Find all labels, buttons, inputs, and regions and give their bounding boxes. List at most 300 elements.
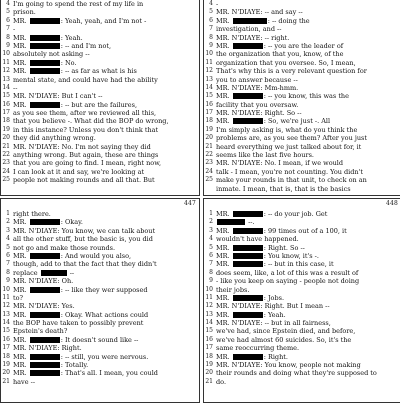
transcript-text: MR.	[13, 16, 29, 25]
transcript-text: : So, we're just -. All	[263, 117, 331, 126]
transcript-line	[204, 67, 400, 75]
transcript-text: --	[67, 268, 75, 277]
transcript-line	[204, 159, 400, 167]
transcript-text: absolutely not asking --	[13, 50, 90, 59]
line-number: 20	[205, 369, 213, 377]
transcript-line	[1, 369, 199, 377]
line-number: 21	[2, 142, 10, 150]
transcript-text: MR.	[13, 310, 29, 319]
transcript-text: MR.	[216, 243, 232, 252]
line-number: 4	[6, 0, 10, 7]
transcript-text: : Yeah.	[60, 33, 83, 42]
line-number: 20	[2, 134, 10, 142]
transcript-line	[204, 50, 400, 58]
transcript-text: MR.	[216, 352, 232, 361]
transcript-text: : No.	[60, 58, 77, 67]
line-number: 12	[205, 67, 213, 75]
transcript-text: right there.	[13, 210, 51, 218]
line-number: 19	[2, 125, 10, 133]
transcript-line	[204, 260, 400, 268]
line-number: 8	[209, 33, 213, 41]
transcript-line	[1, 134, 199, 142]
line-number: 17	[2, 109, 10, 117]
page-number: 447	[183, 200, 196, 207]
line-number: 12	[2, 67, 10, 75]
transcript-text: MR. N'DIAYE: No. I'm not saying they did	[13, 142, 151, 151]
line-number: 20	[2, 369, 10, 377]
line-number: 15	[2, 327, 10, 335]
line-number: 16	[205, 335, 213, 343]
transcript-text: their rounds and doing what they're supposed to	[216, 369, 377, 378]
redaction-bar	[30, 312, 60, 318]
transcript-line	[204, 17, 400, 25]
transcript-text: wouldn't have happened.	[216, 235, 299, 244]
transcript-line	[1, 353, 199, 361]
line-number: 9	[209, 41, 213, 49]
transcript-text: : And would you also,	[60, 251, 132, 260]
transcript-text: : -- like they wer supposed	[60, 285, 148, 294]
transcript-text: we've had almost 60 suicides. So, it's the	[216, 335, 352, 344]
redaction-bar	[233, 295, 263, 301]
transcript-line	[1, 109, 199, 117]
transcript-text: : That's all. I mean, you could	[60, 369, 158, 378]
redaction-bar	[30, 337, 60, 343]
transcript-quadrant-top-left	[0, 0, 200, 196]
transcript-text: anything wrong. But again, these are things	[13, 151, 159, 160]
transcript-text: : It doesn't sound like --	[60, 335, 139, 344]
line-number: 18	[2, 117, 10, 125]
transcript-line	[1, 244, 199, 252]
transcript-line	[1, 260, 199, 268]
transcript-text: MR.	[13, 100, 29, 109]
redaction-bar	[233, 93, 263, 99]
redaction-bar	[233, 228, 263, 234]
transcript-text: : You know, it's -.	[263, 251, 319, 260]
line-number: 13	[2, 310, 10, 318]
transcript-line	[1, 42, 199, 50]
transcript-text: MR. N'DIAYE: Right. But I mean --	[216, 302, 330, 311]
line-number: 11	[205, 293, 213, 301]
transcript-text: : Okay. What actions could	[60, 310, 149, 319]
line-number: 12	[2, 302, 10, 310]
transcript-text: : Right. So --	[263, 243, 305, 252]
line-number: 6	[6, 16, 10, 24]
redaction-bar	[30, 102, 60, 108]
line-number: 10	[205, 50, 213, 58]
line-number: 11	[2, 58, 10, 66]
transcript-text: not go and make those rounds.	[13, 243, 116, 252]
transcript-line	[1, 227, 199, 235]
transcript-text: : -- as far as what is his	[60, 67, 137, 76]
transcript-text: MR.	[13, 361, 29, 370]
transcript-line	[204, 185, 400, 193]
transcript-text: MR. N'DIAYE: You know, we can talk about	[13, 226, 156, 235]
line-number: 21	[2, 377, 10, 385]
line-number: 22	[2, 151, 10, 159]
transcript-text: MR.	[13, 33, 29, 42]
transcript-line	[204, 319, 400, 327]
line-number: 7	[6, 25, 10, 33]
transcript-text: : -- and I'm not,	[60, 41, 112, 50]
line-number: 4	[209, 235, 213, 243]
transcript-text: : -- still, you were nervous.	[60, 352, 149, 361]
transcript-line	[1, 34, 199, 42]
line-number: 4	[6, 235, 10, 243]
transcript-text: MR.	[13, 251, 29, 260]
line-number: 21	[205, 377, 213, 385]
transcript-line	[1, 50, 199, 58]
transcript-text: : -- do your job. Get	[263, 210, 328, 218]
transcript-line	[204, 92, 400, 100]
transcript-line	[204, 143, 400, 151]
transcript-text: problems are, as you see them? After you just	[216, 134, 367, 143]
transcript-text: the organization that you, know, of the	[216, 50, 344, 59]
transcript-text: -	[13, 25, 16, 34]
transcript-lines	[1, 210, 199, 386]
transcript-text: : Okay.	[60, 218, 83, 227]
transcript-line	[1, 8, 199, 16]
line-number: 9	[6, 41, 10, 49]
redaction-bar	[233, 245, 263, 251]
page-number: 448	[385, 200, 398, 207]
transcript-text: MR.	[216, 310, 232, 319]
line-number: 5	[209, 8, 213, 16]
transcript-line	[1, 17, 199, 25]
line-number: 17	[2, 344, 10, 352]
transcript-text: MR.	[13, 369, 29, 378]
transcript-line	[1, 84, 199, 92]
transcript-line	[1, 159, 199, 167]
transcript-text: MR.	[13, 41, 29, 50]
transcript-lines	[204, 0, 400, 193]
line-number: 15	[205, 92, 213, 100]
transcript-text: facility that you oversaw.	[216, 100, 299, 109]
transcript-text: prison.	[13, 8, 36, 17]
transcript-line	[204, 286, 400, 294]
transcript-text: : Yeah.	[263, 310, 286, 319]
transcript-text: to?	[13, 293, 24, 302]
line-number: 10	[2, 285, 10, 293]
redaction-bar	[30, 370, 60, 376]
line-number: 3	[209, 226, 213, 234]
transcript-text: as you see them, after we reviewed all this,	[13, 109, 157, 118]
transcript-line	[204, 302, 400, 310]
line-number: 12	[205, 302, 213, 310]
line-number: 13	[205, 75, 213, 83]
transcript-text: MR.	[216, 251, 232, 260]
redaction-bar	[233, 253, 263, 259]
line-number: 15	[2, 92, 10, 100]
transcript-line	[204, 353, 400, 361]
redaction-bar	[41, 270, 67, 276]
transcript-text: organization that you oversee. So, I mean,	[216, 58, 356, 67]
line-number: 5	[6, 8, 10, 16]
line-number: 23	[2, 159, 10, 167]
transcript-text: I'm simply asking is, what do you think the	[216, 125, 358, 134]
transcript-line	[1, 25, 199, 33]
line-number: 17	[205, 344, 213, 352]
transcript-text: that you are going to find. I mean, right now,	[13, 159, 162, 168]
transcript-line	[204, 235, 400, 243]
line-number: 2	[6, 218, 10, 226]
transcript-text: : Jobs.	[263, 293, 285, 302]
line-number: 18	[205, 117, 213, 125]
transcript-text: MR.	[216, 16, 232, 25]
transcript-line	[1, 235, 199, 243]
line-number: 10	[205, 285, 213, 293]
transcript-text: MR. N'DIAYE: -- but in all fairness,	[216, 319, 331, 328]
transcript-line	[204, 218, 400, 226]
transcript-line	[204, 210, 400, 218]
transcript-line	[204, 344, 400, 352]
transcript-text: I'm going to spend the rest of my life in	[13, 0, 144, 8]
transcript-text: MR.	[13, 218, 29, 227]
transcript-lines	[204, 210, 400, 386]
transcript-line	[204, 176, 400, 184]
transcript-line	[204, 336, 400, 344]
line-number: 14	[205, 83, 213, 91]
transcript-line	[204, 151, 400, 159]
transcript-text: mental state, and could have had the ability	[13, 75, 158, 84]
transcript-text: inmate. I mean, that is, that is the basics	[216, 184, 351, 193]
transcript-text: MR.	[13, 352, 29, 361]
transcript-line	[1, 218, 199, 226]
line-number: 4	[209, 0, 213, 7]
transcript-text: MR. N'DIAYE: Right.	[13, 344, 82, 353]
transcript-text: MR.	[216, 117, 232, 126]
transcript-line	[1, 92, 199, 100]
redaction-bar	[30, 18, 60, 24]
transcript-line	[1, 286, 199, 294]
transcript-line	[204, 42, 400, 50]
line-number: 21	[205, 142, 213, 150]
line-number: 23	[205, 159, 213, 167]
transcript-line	[1, 294, 199, 302]
transcript-line	[204, 126, 400, 134]
line-number: 24	[2, 167, 10, 175]
transcript-text: -	[216, 0, 219, 8]
transcript-line	[204, 109, 400, 117]
transcript-text: talk - I mean, you're not counting. You didn't	[216, 167, 364, 176]
transcript-text: : -- but in this case, it	[263, 260, 334, 269]
transcript-text: replace	[13, 268, 40, 277]
transcript-text: make your rounds in that unit, to check on an	[216, 176, 367, 185]
line-number: 24	[205, 167, 213, 175]
transcript-text: : -- doing the	[267, 16, 310, 25]
transcript-quadrant-bottom-left	[0, 198, 200, 403]
line-number: 13	[205, 310, 213, 318]
line-number: 18	[205, 352, 213, 360]
line-number: 25	[2, 176, 10, 184]
transcript-line	[1, 302, 199, 310]
redaction-bar	[233, 261, 263, 267]
line-number: 20	[205, 134, 213, 142]
line-number: 6	[6, 251, 10, 259]
redaction-bar	[30, 68, 60, 74]
transcript-text: in this instance? Unless you don't think that	[13, 125, 159, 134]
transcript-line	[204, 244, 400, 252]
transcript-text: Epstein's death?	[13, 327, 68, 336]
transcript-text: MR. N'DIAYE: Yes.	[13, 302, 75, 311]
line-number: 10	[2, 50, 10, 58]
line-number: 5	[6, 243, 10, 251]
transcript-text: they did anything wrong.	[13, 134, 96, 143]
line-number: 5	[209, 243, 213, 251]
line-number: 6	[209, 16, 213, 24]
transcript-line	[204, 327, 400, 335]
transcript-text: MR. N'DIAYE: Right. So --	[216, 109, 302, 118]
redaction-bar	[30, 219, 60, 225]
line-number: 7	[6, 260, 10, 268]
transcript-text: I can look at it and say, we're looking at	[13, 167, 145, 176]
transcript-text: MR.	[13, 335, 29, 344]
transcript-line	[1, 176, 199, 184]
line-number: 1	[209, 210, 213, 217]
transcript-line	[204, 311, 400, 319]
line-number: 14	[205, 319, 213, 327]
redaction-bar	[217, 219, 245, 225]
transcript-text: MR.	[216, 210, 232, 218]
transcript-line	[1, 319, 199, 327]
transcript-text: MR.	[216, 226, 232, 235]
redaction-bar	[30, 60, 60, 66]
transcript-line	[204, 134, 400, 142]
redaction-bar	[233, 312, 263, 318]
line-number: 19	[2, 361, 10, 369]
line-number: 15	[205, 327, 213, 335]
line-number: 8	[209, 268, 213, 276]
transcript-text: That's why this is a very relevant question for	[216, 67, 367, 76]
transcript-text: we've had, since Epstein died, and before,	[216, 327, 356, 336]
transcript-text: MR.	[13, 58, 29, 67]
line-number: 11	[2, 293, 10, 301]
line-number: 16	[2, 100, 10, 108]
transcript-line	[204, 34, 400, 42]
transcript-line	[204, 269, 400, 277]
line-number: 8	[6, 268, 10, 276]
line-number: 3	[6, 226, 10, 234]
transcript-line	[204, 8, 400, 16]
transcript-line	[204, 252, 400, 260]
transcript-line	[204, 59, 400, 67]
transcript-text: all the other stuff, but the basic is, you did	[13, 235, 153, 244]
transcript-text: --	[13, 83, 18, 92]
redaction-bar	[30, 287, 60, 293]
transcript-line	[204, 369, 400, 377]
transcript-text: people not making rounds and all that. But	[13, 176, 155, 185]
transcript-line	[1, 327, 199, 335]
transcript-line	[204, 277, 400, 285]
transcript-lines	[1, 0, 199, 185]
transcript-line	[1, 143, 199, 151]
line-number: 9	[6, 277, 10, 285]
transcript-quadrant-bottom-right	[203, 198, 400, 403]
redaction-bar	[30, 253, 60, 259]
transcript-text: you to answer because --	[216, 75, 298, 84]
transcript-text: though, add to that the fact that they didn't	[13, 260, 157, 269]
transcript-line	[1, 117, 199, 125]
transcript-text: seems like the last five hours.	[216, 151, 314, 160]
transcript-text: --.	[246, 218, 255, 227]
transcript-text: MR. N'DIAYE: You know, people not making	[216, 361, 361, 370]
transcript-line	[1, 344, 199, 352]
transcript-line	[1, 126, 199, 134]
transcript-text: heard everything we just talked about for, it	[216, 142, 362, 151]
transcript-text: MR.	[216, 260, 232, 269]
transcript-line	[204, 117, 400, 125]
transcript-line	[204, 378, 400, 386]
transcript-text: the BOP have taken to possibly prevent	[13, 319, 144, 328]
line-number: 16	[2, 335, 10, 343]
transcript-text: : -- you are the leader of	[263, 41, 344, 50]
transcript-text: : Right.	[263, 352, 288, 361]
redaction-bar	[233, 354, 263, 360]
transcript-line	[1, 76, 199, 84]
transcript-text: their jobs.	[216, 285, 250, 294]
transcript-line	[1, 0, 199, 8]
line-number: 19	[205, 125, 213, 133]
transcript-line	[204, 25, 400, 33]
transcript-line	[1, 210, 199, 218]
transcript-line	[1, 67, 199, 75]
transcript-line	[204, 227, 400, 235]
transcript-line	[1, 336, 199, 344]
line-number: 2	[209, 218, 213, 226]
line-number: 14	[2, 319, 10, 327]
transcript-line	[204, 294, 400, 302]
line-number: 25	[205, 176, 213, 184]
line-number: 7	[209, 25, 213, 33]
transcript-line	[204, 361, 400, 369]
transcript-line	[1, 151, 199, 159]
transcript-text: that you believe -. What did the BOP do wrong,	[13, 117, 169, 126]
line-number: 9	[209, 277, 213, 285]
line-number: 13	[2, 75, 10, 83]
transcript-line	[204, 0, 400, 8]
transcript-line	[1, 59, 199, 67]
redaction-bar	[233, 43, 263, 49]
transcript-text: : Totally.	[60, 361, 89, 370]
transcript-text: MR.	[13, 67, 29, 76]
redaction-bar	[233, 211, 263, 217]
line-number: 22	[205, 151, 213, 159]
line-number: 6	[209, 251, 213, 259]
redaction-bar	[30, 362, 60, 368]
transcript-text: MR.	[13, 285, 29, 294]
transcript-text: MR. N'DIAYE: But I can't --	[13, 92, 103, 101]
transcript-line	[1, 252, 199, 260]
transcript-line	[204, 76, 400, 84]
transcript-line	[204, 101, 400, 109]
transcript-text: do.	[216, 377, 227, 386]
transcript-text: MR.	[216, 293, 232, 302]
redaction-bar	[233, 118, 263, 124]
transcript-text: investigation, and --	[216, 25, 282, 34]
line-number: 17	[205, 109, 213, 117]
line-number: 16	[205, 100, 213, 108]
transcript-line	[204, 84, 400, 92]
transcript-text: : -- but are the failures,	[60, 100, 138, 109]
transcript-line	[1, 378, 199, 386]
transcript-text: MR.	[216, 41, 232, 50]
transcript-text: : 99 times out of a 100, it	[263, 226, 347, 235]
line-number: 19	[205, 361, 213, 369]
redaction-bar	[30, 43, 60, 49]
transcript-text: same reoccurring theme.	[216, 344, 300, 353]
line-number: 8	[6, 33, 10, 41]
transcript-line	[1, 168, 199, 176]
redaction-bar	[30, 35, 60, 41]
